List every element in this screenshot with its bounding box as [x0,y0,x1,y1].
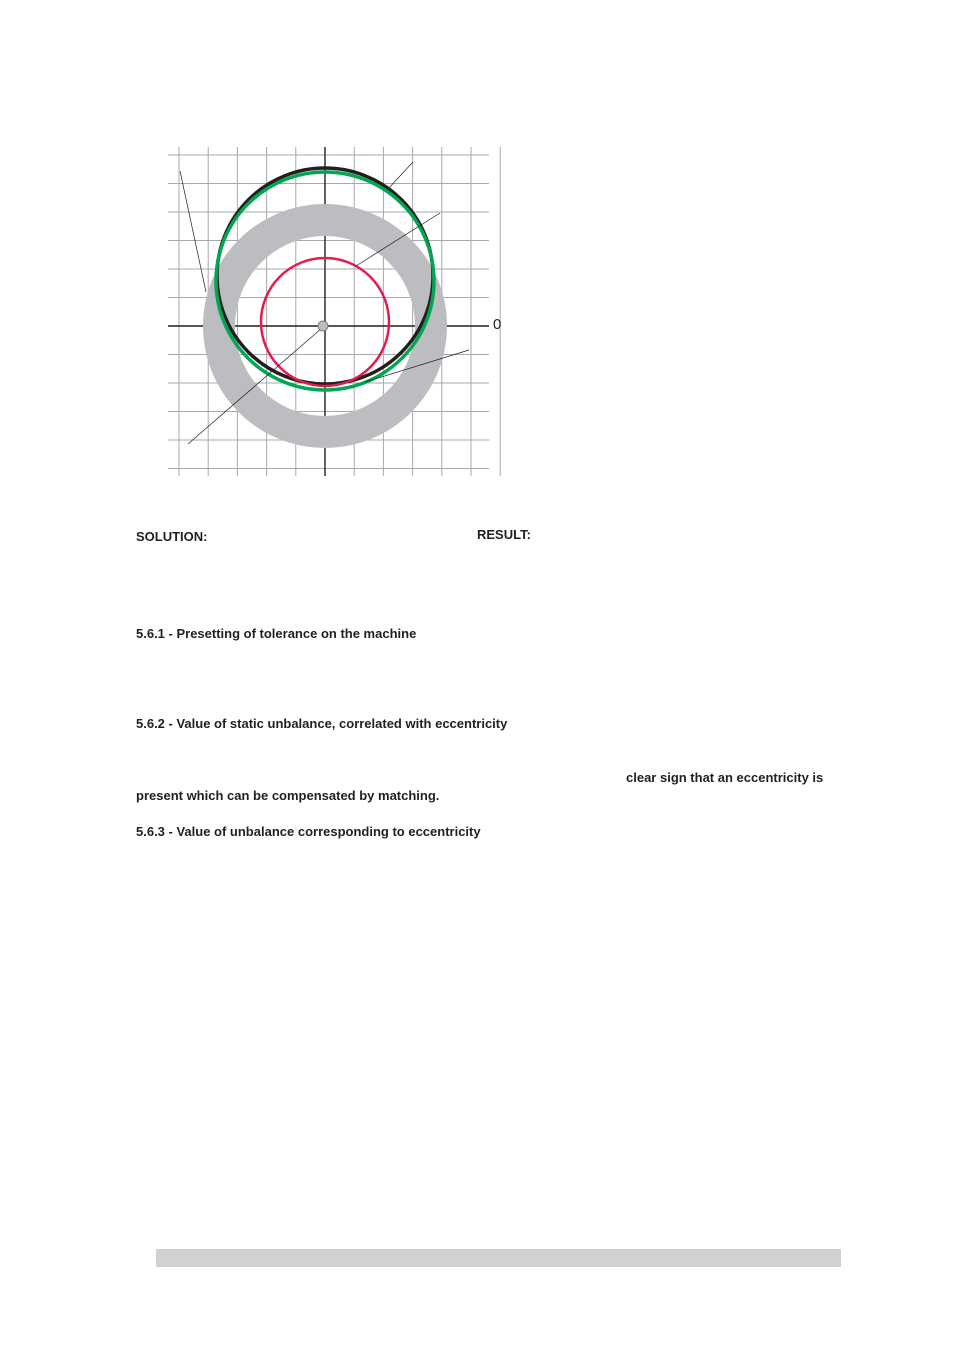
zero-label: 0 [493,316,502,333]
heading-5-6-2: 5.6.2 - Value of static unbalance, correlated with eccentricity [136,716,508,731]
heading-5-6-1: 5.6.1 - Presetting of tolerance on the machine [136,626,417,641]
footer-bar [156,1249,841,1267]
eccentricity-compensation-text: present which can be compensated by matching. [136,788,440,803]
eccentricity-sign-text: clear sign that an eccentricity is [626,770,824,785]
result-label: RESULT: [477,527,531,542]
leader-line [180,171,206,292]
solution-label: SOLUTION: [136,529,208,544]
heading-5-6-3: 5.6.3 - Value of unbalance corresponding to eccentricity [136,824,481,839]
eccentricity-diagram [160,140,520,485]
leader-line [387,162,413,190]
center-dot [318,321,328,331]
